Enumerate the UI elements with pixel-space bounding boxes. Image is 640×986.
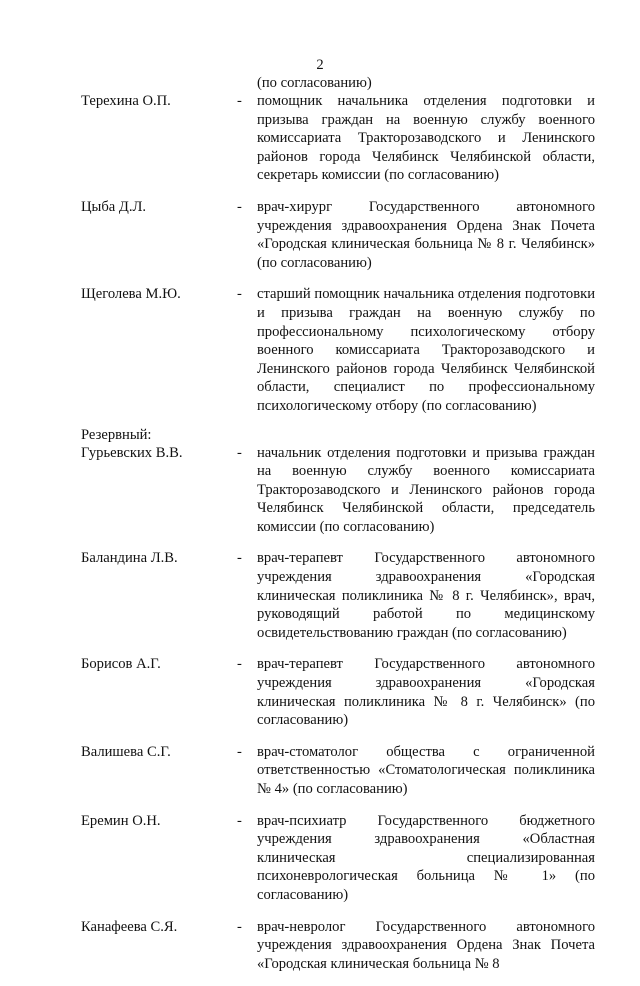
member-dash: - (237, 812, 242, 829)
member-name: Терехина О.П. (81, 93, 171, 109)
member-dash: - (237, 656, 242, 673)
member-dash: - (237, 198, 242, 215)
member-description: помощник начальника отделения подготовки и призыва граждан на военную службу военного комиссариата Тракторозаводского и Ленинского районов города Челябинск Челябинской области, секретарь комиссии (по согласованию) (257, 93, 595, 184)
reserve-member-entry (0, 549, 640, 642)
member-entry (0, 285, 640, 415)
member-dash: - (237, 550, 242, 567)
member-name: Канафеева С.Я. (81, 918, 178, 935)
member-entry (0, 198, 640, 272)
member-dash: - (237, 93, 242, 109)
reserve-member-entry (0, 812, 640, 905)
page-number: 2 (316, 57, 324, 73)
member-description: врач-хирург Государственного автономного учреждения здравоохранения Ордена Знак Почета «Городская клиническая больница № 8 г. Челябинск» (по согласованию) (257, 198, 595, 271)
commission-members-list (0, 92, 640, 986)
member-name: Щеголева М.Ю. (81, 286, 181, 303)
member-name: Борисов А.Г. (81, 656, 161, 673)
member-entry (0, 92, 640, 185)
member-name: Цыба Д.Л. (81, 198, 147, 215)
member-dash: - (237, 286, 242, 303)
member-description: врач-психиатр Государственного бюджетного учреждения здравоохранения «Областная клиническая специализированная психоневрологическая больница № 1» (по согласованию) (257, 812, 595, 903)
member-dash: - (237, 918, 242, 935)
member-name: Еремин О.Н. (81, 812, 161, 829)
reserve-member-entry (0, 655, 640, 729)
reserve-heading: Резервный: (81, 426, 152, 443)
member-description: старший помощник начальника отделения подготовки и призыва граждан на военную службу по профессиональному психологическому отбору военного комиссариата Тракторозаводского и Ленинского районов города Челябинск Челябинской области, специалист по профессиональному психологическому отбору (по согласованию) (257, 286, 595, 414)
member-description: врач-терапевт Государственного автономного учреждения здравоохранения «Городская клиническая поликлиника № 8 г. Челябинск» (по согласованию) (257, 656, 595, 729)
member-name: Баландина Л.В. (81, 550, 178, 567)
member-description: врач-стоматолог общества с ограниченной ответственностью «Стоматологическая поликлиника № 4» (по согласованию) (257, 743, 595, 797)
member-description: врач-терапевт Государственного автономного учреждения здравоохранения «Городская клиническая поликлиника № 8 г. Челябинск», врач, руководящий работой по медицинскому освидетельствованию граждан (по согласованию) (257, 550, 595, 641)
member-description: врач-невролог Государственного автономного учреждения здравоохранения Ордена Знак Почета «Городская клиническая больница № 8 (257, 918, 595, 972)
reserve-member-entry (0, 743, 640, 799)
reserve-member-entry (0, 918, 640, 974)
member-name: Валишева С.Г. (81, 743, 171, 760)
continuation-text: (по согласованию) (257, 75, 372, 91)
member-description: начальник отделения подготовки и призыва граждан на военную службу военного комиссариата Тракторозаводского и Ленинского районов города Челябинск Челябинской области, председатель комиссии (по согласованию) (257, 444, 595, 535)
member-dash: - (237, 444, 242, 461)
member-dash: - (237, 743, 242, 760)
reserve-member-entry (0, 444, 640, 537)
member-name: Гурьевских В.В. (81, 444, 183, 461)
